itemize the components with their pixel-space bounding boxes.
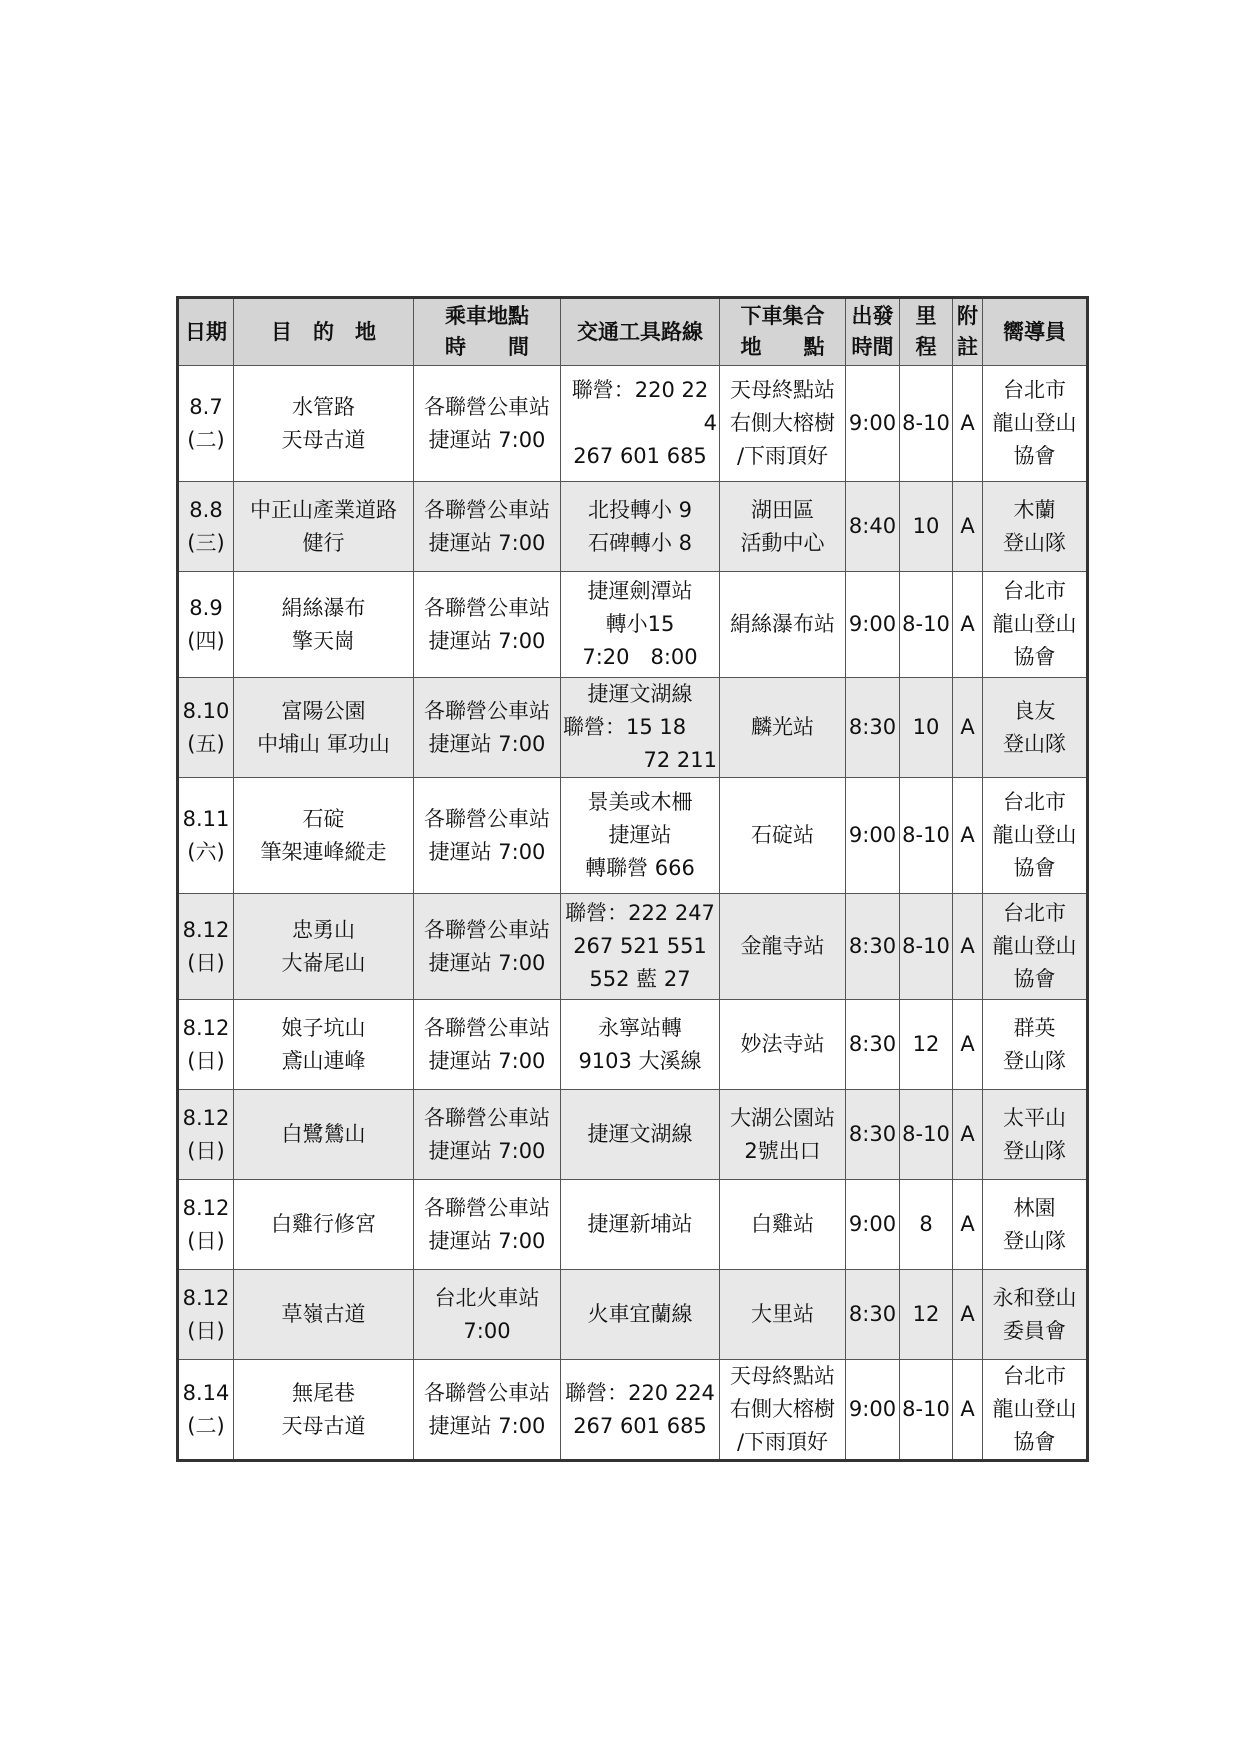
header-note: 附 註 bbox=[953, 298, 983, 366]
transport-cell bbox=[561, 366, 720, 482]
guide-cell bbox=[983, 572, 1088, 678]
boarding-cell-line: 捷運站 7:00 bbox=[428, 427, 546, 452]
guide-cell bbox=[983, 1000, 1088, 1090]
guide-cell-line: 協會 bbox=[1013, 645, 1056, 669]
boarding-cell bbox=[414, 482, 561, 572]
header-date: 日期 bbox=[178, 298, 234, 366]
distance-cell bbox=[900, 1180, 953, 1270]
note-cell-line: A bbox=[960, 612, 975, 636]
meet-place-cell-line: 絹絲瀑布站 bbox=[730, 612, 835, 636]
destination-cell-line: 筆架連峰縱走 bbox=[260, 839, 387, 864]
meet-place-cell-line: 天母終點站 bbox=[730, 378, 835, 402]
destination-cell bbox=[234, 482, 414, 572]
date-cell-line: (三) bbox=[187, 530, 225, 555]
boarding-cell-line: 捷運站 7:00 bbox=[428, 1138, 546, 1163]
destination-cell-line: 草嶺古道 bbox=[281, 1302, 366, 1326]
header-boarding: 乘車地點 時 間 bbox=[414, 298, 561, 366]
date-cell-line: 8.12 bbox=[182, 1195, 230, 1220]
date-cell-line: 8.10 bbox=[182, 698, 230, 723]
transport-cell-line: 4 bbox=[703, 411, 717, 435]
meet-place-cell-line: 金龍寺站 bbox=[740, 934, 825, 958]
date-cell-line: (日) bbox=[187, 1318, 225, 1343]
guide-cell-line: 登山隊 bbox=[1003, 1138, 1066, 1163]
meet-place-cell-line: 右側大榕樹 bbox=[730, 411, 835, 435]
note-cell bbox=[953, 894, 983, 1000]
depart-time-cell bbox=[846, 778, 900, 894]
meet-place-cell bbox=[720, 366, 846, 482]
schedule-row bbox=[178, 1090, 1088, 1180]
destination-cell bbox=[234, 572, 414, 678]
guide-cell bbox=[983, 1090, 1088, 1180]
meet-place-cell-line: 大里站 bbox=[751, 1302, 814, 1326]
transport-cell-line: 267 601 685 bbox=[573, 444, 707, 468]
boarding-cell-line: 各聯營公車站 bbox=[424, 917, 550, 942]
guide-cell-line: 木蘭 bbox=[1013, 497, 1056, 522]
note-cell-line: A bbox=[960, 1302, 975, 1326]
schedule-sheet bbox=[176, 296, 1086, 1462]
date-cell-line: (四) bbox=[187, 628, 225, 653]
transport-cell-line: 捷運文湖線 bbox=[587, 1122, 693, 1146]
destination-cell-line: 鳶山連峰 bbox=[281, 1048, 366, 1073]
guide-cell-line: 林園 bbox=[1013, 1195, 1056, 1220]
transport-cell-line: 捷運新埔站 bbox=[587, 1212, 693, 1236]
schedule-row bbox=[178, 1360, 1088, 1461]
destination-cell bbox=[234, 1000, 414, 1090]
boarding-cell-line: 各聯營公車站 bbox=[424, 1380, 550, 1405]
boarding-cell-line: 台北火車站 bbox=[434, 1285, 540, 1310]
distance-cell-line: 10 bbox=[912, 715, 940, 739]
depart-time-cell-line: 8:30 bbox=[848, 1302, 897, 1326]
meet-place-cell bbox=[720, 482, 846, 572]
depart-time-cell bbox=[846, 1000, 900, 1090]
date-cell-line: 8.12 bbox=[182, 1105, 230, 1130]
distance-cell-line: 8 bbox=[919, 1212, 933, 1236]
destination-cell-line: 絹絲瀑布 bbox=[281, 595, 366, 620]
boarding-cell-line: 捷運站 7:00 bbox=[428, 950, 546, 975]
boarding-cell-line: 捷運站 7:00 bbox=[428, 839, 546, 864]
guide-cell bbox=[983, 1270, 1088, 1360]
schedule-row bbox=[178, 572, 1088, 678]
transport-cell bbox=[561, 1000, 720, 1090]
meet-place-cell bbox=[720, 1000, 846, 1090]
boarding-cell-line: 捷運站 7:00 bbox=[428, 731, 546, 756]
transport-cell bbox=[561, 1270, 720, 1360]
meet-place-cell bbox=[720, 1180, 846, 1270]
depart-time-cell bbox=[846, 572, 900, 678]
hiking-schedule-table bbox=[176, 296, 1089, 1462]
depart-time-cell bbox=[846, 1270, 900, 1360]
distance-cell-line: 8-10 bbox=[902, 1122, 950, 1146]
distance-cell-line: 8-10 bbox=[902, 823, 950, 847]
depart-time-cell-line: 8:30 bbox=[848, 934, 897, 958]
transport-cell-line: 72 211 bbox=[643, 748, 717, 772]
depart-time-cell bbox=[846, 366, 900, 482]
guide-cell-line: 台北市 bbox=[1003, 1364, 1066, 1388]
boarding-cell-line: 捷運站 7:00 bbox=[428, 1228, 546, 1253]
distance-cell-line: 8-10 bbox=[902, 612, 950, 636]
guide-cell-line: 登山隊 bbox=[1003, 1048, 1066, 1073]
destination-cell-line: 白雞行修宮 bbox=[271, 1212, 376, 1236]
date-cell-line: 8.12 bbox=[182, 1015, 230, 1040]
destination-cell-line: 中埔山 軍功山 bbox=[257, 731, 390, 756]
boarding-cell-line: 捷運站 7:00 bbox=[428, 530, 546, 555]
header-guide: 嚮導員 bbox=[983, 298, 1088, 366]
guide-cell bbox=[983, 894, 1088, 1000]
transport-cell-line: 北投轉小 9 bbox=[587, 497, 693, 522]
transport-cell bbox=[561, 1360, 720, 1461]
boarding-cell-line: 各聯營公車站 bbox=[424, 1015, 550, 1040]
transport-cell bbox=[561, 678, 720, 778]
note-cell-line: A bbox=[960, 1122, 975, 1146]
date-cell-line: 8.11 bbox=[182, 806, 230, 831]
transport-cell-line: 聯營：220 224 bbox=[565, 1380, 715, 1405]
destination-cell bbox=[234, 366, 414, 482]
boarding-cell bbox=[414, 1360, 561, 1461]
guide-cell-line: 委員會 bbox=[1003, 1318, 1066, 1343]
depart-time-cell-line: 9:00 bbox=[848, 1212, 897, 1236]
depart-time-cell-line: 8:30 bbox=[848, 1122, 897, 1146]
depart-time-cell bbox=[846, 894, 900, 1000]
boarding-cell-line: 各聯營公車站 bbox=[424, 698, 550, 723]
note-cell-line: A bbox=[960, 823, 975, 847]
distance-cell bbox=[900, 366, 953, 482]
transport-cell bbox=[561, 894, 720, 1000]
guide-cell-line: 太平山 bbox=[1003, 1105, 1066, 1130]
distance-cell-line: 10 bbox=[912, 514, 940, 538]
transport-cell-line: 聯營：222 247 bbox=[565, 901, 715, 925]
date-cell bbox=[178, 482, 234, 572]
guide-cell-line: 龍山登山 bbox=[992, 934, 1077, 958]
meet-place-cell-line: 湖田區 bbox=[751, 497, 814, 522]
destination-cell-line: 中正山產業道路 bbox=[250, 497, 397, 522]
destination-cell bbox=[234, 778, 414, 894]
guide-cell-line: 永和登山 bbox=[992, 1285, 1077, 1310]
note-cell-line: A bbox=[960, 1212, 975, 1236]
date-cell-line: (日) bbox=[187, 1138, 225, 1163]
depart-time-cell-line: 9:00 bbox=[848, 612, 897, 636]
destination-cell-line: 富陽公園 bbox=[281, 698, 366, 723]
date-cell-line: 8.7 bbox=[189, 394, 223, 419]
date-cell bbox=[178, 678, 234, 778]
date-cell-line: (二) bbox=[187, 1413, 225, 1438]
guide-cell bbox=[983, 482, 1088, 572]
header-depart-time: 出發 時間 bbox=[846, 298, 900, 366]
note-cell bbox=[953, 1270, 983, 1360]
date-cell bbox=[178, 572, 234, 678]
destination-cell bbox=[234, 678, 414, 778]
date-cell-line: 8.12 bbox=[182, 1285, 230, 1310]
distance-cell-line: 12 bbox=[912, 1302, 940, 1326]
guide-cell-line: 台北市 bbox=[1003, 378, 1066, 402]
depart-time-cell-line: 9:00 bbox=[848, 1397, 897, 1421]
header-distance: 里 程 bbox=[900, 298, 953, 366]
distance-cell bbox=[900, 894, 953, 1000]
boarding-cell bbox=[414, 366, 561, 482]
meet-place-cell bbox=[720, 572, 846, 678]
destination-cell bbox=[234, 1180, 414, 1270]
guide-cell-line: 群英 bbox=[1013, 1015, 1056, 1040]
header-destination: 目 的 地 bbox=[234, 298, 414, 366]
transport-cell-line: 捷運站 bbox=[608, 823, 672, 847]
meet-place-cell bbox=[720, 1360, 846, 1461]
note-cell bbox=[953, 482, 983, 572]
meet-place-cell bbox=[720, 678, 846, 778]
guide-cell-line: 龍山登山 bbox=[992, 612, 1077, 636]
schedule-row bbox=[178, 1270, 1088, 1360]
depart-time-cell bbox=[846, 1360, 900, 1461]
distance-cell-line: 8-10 bbox=[902, 1397, 950, 1421]
meet-place-cell-line: 大湖公園站 bbox=[730, 1105, 835, 1130]
transport-cell-line: 轉聯營 666 bbox=[585, 856, 695, 880]
date-cell-line: (二) bbox=[187, 427, 225, 452]
destination-cell-line: 擎天崗 bbox=[292, 628, 355, 653]
meet-place-cell-line: 石碇站 bbox=[751, 823, 814, 847]
depart-time-cell-line: 8:40 bbox=[848, 514, 897, 538]
meet-place-cell bbox=[720, 778, 846, 894]
depart-time-cell-line: 9:00 bbox=[848, 823, 897, 847]
depart-time-cell bbox=[846, 1090, 900, 1180]
meet-place-cell-line: 活動中心 bbox=[740, 530, 825, 555]
guide-cell-line: 台北市 bbox=[1003, 579, 1066, 603]
boarding-cell-line: 捷運站 7:00 bbox=[428, 1048, 546, 1073]
boarding-cell-line: 各聯營公車站 bbox=[424, 806, 550, 831]
distance-cell-line: 12 bbox=[912, 1032, 940, 1056]
guide-cell bbox=[983, 778, 1088, 894]
meet-place-cell-line: 白雞站 bbox=[751, 1212, 814, 1236]
note-cell bbox=[953, 1360, 983, 1461]
note-cell bbox=[953, 572, 983, 678]
guide-cell-line: 協會 bbox=[1013, 856, 1056, 880]
destination-cell-line: 忠勇山 bbox=[292, 917, 355, 942]
boarding-cell bbox=[414, 894, 561, 1000]
guide-cell-line: 協會 bbox=[1013, 444, 1056, 468]
boarding-cell-line: 各聯營公車站 bbox=[424, 394, 550, 419]
guide-cell-line: 協會 bbox=[1013, 967, 1056, 991]
date-cell-line: (五) bbox=[187, 731, 225, 756]
transport-cell-line: 永寧站轉 bbox=[598, 1015, 682, 1040]
distance-cell bbox=[900, 572, 953, 678]
date-cell bbox=[178, 366, 234, 482]
destination-cell-line: 天母古道 bbox=[281, 1413, 366, 1438]
destination-cell-line: 白鷺鷥山 bbox=[281, 1122, 366, 1146]
boarding-cell bbox=[414, 678, 561, 778]
boarding-cell bbox=[414, 1090, 561, 1180]
transport-cell-line: 石碑轉小 8 bbox=[587, 530, 693, 555]
transport-cell-line: 景美或木柵 bbox=[587, 790, 693, 814]
boarding-cell-line: 各聯營公車站 bbox=[424, 1195, 550, 1220]
header-meet-place: 下車集合 地 點 bbox=[720, 298, 846, 366]
meet-place-cell-line: 右側大榕樹 bbox=[730, 1397, 835, 1421]
boarding-cell-line: 捷運站 7:00 bbox=[428, 1413, 546, 1438]
transport-cell-line: 9103 大溪線 bbox=[578, 1048, 702, 1073]
guide-cell-line: 登山隊 bbox=[1003, 731, 1066, 756]
note-cell-line: A bbox=[960, 1032, 975, 1056]
meet-place-cell-line: 天母終點站 bbox=[730, 1364, 835, 1388]
guide-cell bbox=[983, 1360, 1088, 1461]
boarding-cell bbox=[414, 1180, 561, 1270]
boarding-cell bbox=[414, 778, 561, 894]
distance-cell-line: 8-10 bbox=[902, 411, 950, 435]
guide-cell-line: 登山隊 bbox=[1003, 530, 1066, 555]
destination-cell-line: 娘子坑山 bbox=[281, 1015, 366, 1040]
guide-cell-line: 台北市 bbox=[1003, 790, 1066, 814]
distance-cell bbox=[900, 678, 953, 778]
meet-place-cell-line: 麟光站 bbox=[751, 715, 814, 739]
schedule-row bbox=[178, 1000, 1088, 1090]
boarding-cell bbox=[414, 1270, 561, 1360]
destination-cell-line: 水管路 bbox=[292, 394, 355, 419]
destination-cell bbox=[234, 1090, 414, 1180]
guide-cell-line: 登山隊 bbox=[1003, 1228, 1066, 1253]
guide-cell bbox=[983, 366, 1088, 482]
note-cell bbox=[953, 1180, 983, 1270]
date-cell bbox=[178, 778, 234, 894]
boarding-cell-line: 各聯營公車站 bbox=[424, 1105, 550, 1130]
transport-cell-line: 聯營：220 22 bbox=[571, 378, 709, 402]
depart-time-cell-line: 8:30 bbox=[848, 1032, 897, 1056]
note-cell bbox=[953, 1090, 983, 1180]
distance-cell bbox=[900, 1090, 953, 1180]
transport-cell-line: 聯營：15 18 bbox=[563, 715, 687, 739]
note-cell-line: A bbox=[960, 411, 975, 435]
transport-cell-line: 552 藍 27 bbox=[589, 967, 691, 991]
meet-place-cell bbox=[720, 1090, 846, 1180]
boarding-cell bbox=[414, 572, 561, 678]
date-cell bbox=[178, 1270, 234, 1360]
meet-place-cell-line: /下雨頂好 bbox=[736, 1430, 829, 1454]
date-cell-line: (日) bbox=[187, 950, 225, 975]
distance-cell bbox=[900, 482, 953, 572]
guide-cell bbox=[983, 678, 1088, 778]
guide-cell-line: 良友 bbox=[1013, 698, 1056, 723]
guide-cell-line: 台北市 bbox=[1003, 901, 1066, 925]
schedule-row bbox=[178, 366, 1088, 482]
transport-cell bbox=[561, 1090, 720, 1180]
note-cell bbox=[953, 366, 983, 482]
meet-place-cell bbox=[720, 1270, 846, 1360]
date-cell-line: (六) bbox=[187, 839, 225, 864]
schedule-row bbox=[178, 482, 1088, 572]
meet-place-cell-line: /下雨頂好 bbox=[736, 444, 829, 468]
destination-cell-line: 大崙尾山 bbox=[281, 950, 366, 975]
meet-place-cell bbox=[720, 894, 846, 1000]
distance-cell bbox=[900, 1360, 953, 1461]
transport-cell-line: 267 521 551 bbox=[573, 934, 707, 958]
depart-time-cell-line: 8:30 bbox=[848, 715, 897, 739]
note-cell bbox=[953, 778, 983, 894]
guide-cell bbox=[983, 1180, 1088, 1270]
transport-cell-line: 捷運文湖線 bbox=[587, 682, 693, 706]
guide-cell-line: 龍山登山 bbox=[992, 823, 1077, 847]
date-cell bbox=[178, 1090, 234, 1180]
boarding-cell-line: 各聯營公車站 bbox=[424, 497, 550, 522]
distance-cell bbox=[900, 1000, 953, 1090]
boarding-cell-line: 各聯營公車站 bbox=[424, 595, 550, 620]
meet-place-cell-line: 妙法寺站 bbox=[740, 1032, 825, 1056]
schedule-body bbox=[178, 366, 1088, 1461]
destination-cell-line: 石碇 bbox=[302, 806, 345, 831]
schedule-row bbox=[178, 894, 1088, 1000]
note-cell bbox=[953, 1000, 983, 1090]
destination-cell bbox=[234, 894, 414, 1000]
transport-cell-line: 267 601 685 bbox=[573, 1413, 707, 1438]
depart-time-cell bbox=[846, 678, 900, 778]
boarding-cell-line: 7:00 bbox=[463, 1318, 511, 1343]
date-cell bbox=[178, 1000, 234, 1090]
distance-cell bbox=[900, 778, 953, 894]
schedule-row bbox=[178, 1180, 1088, 1270]
note-cell-line: A bbox=[960, 1397, 975, 1421]
note-cell-line: A bbox=[960, 514, 975, 538]
guide-cell-line: 龍山登山 bbox=[992, 1397, 1077, 1421]
destination-cell bbox=[234, 1270, 414, 1360]
date-cell-line: 8.8 bbox=[189, 497, 223, 522]
guide-cell-line: 龍山登山 bbox=[992, 411, 1077, 435]
note-cell-line: A bbox=[960, 715, 975, 739]
depart-time-cell bbox=[846, 482, 900, 572]
destination-cell-line: 無尾巷 bbox=[292, 1380, 355, 1405]
transport-cell bbox=[561, 482, 720, 572]
header-transport: 交通工具路線 bbox=[561, 298, 720, 366]
destination-cell-line: 健行 bbox=[302, 530, 345, 555]
destination-cell-line: 天母古道 bbox=[281, 427, 366, 452]
transport-cell-line: 火車宜蘭線 bbox=[587, 1302, 693, 1326]
guide-cell-line: 協會 bbox=[1013, 1430, 1056, 1454]
distance-cell bbox=[900, 1270, 953, 1360]
date-cell bbox=[178, 1180, 234, 1270]
schedule-row bbox=[178, 778, 1088, 894]
date-cell-line: 8.12 bbox=[182, 917, 230, 942]
date-cell-line: (日) bbox=[187, 1048, 225, 1073]
boarding-cell-line: 捷運站 7:00 bbox=[428, 628, 546, 653]
distance-cell-line: 8-10 bbox=[902, 934, 950, 958]
note-cell-line: A bbox=[960, 934, 975, 958]
date-cell bbox=[178, 894, 234, 1000]
transport-cell bbox=[561, 1180, 720, 1270]
transport-cell-line: 7:20 8:00 bbox=[582, 645, 698, 669]
depart-time-cell bbox=[846, 1180, 900, 1270]
date-cell bbox=[178, 1360, 234, 1461]
transport-cell bbox=[561, 778, 720, 894]
schedule-row bbox=[178, 678, 1088, 778]
date-cell-line: (日) bbox=[187, 1228, 225, 1253]
destination-cell bbox=[234, 1360, 414, 1461]
note-cell bbox=[953, 678, 983, 778]
boarding-cell bbox=[414, 1000, 561, 1090]
transport-cell bbox=[561, 572, 720, 678]
header-row bbox=[178, 298, 1088, 366]
transport-cell-line: 轉小15 bbox=[605, 612, 675, 636]
transport-cell-line: 捷運劍潭站 bbox=[587, 579, 693, 603]
meet-place-cell-line: 2號出口 bbox=[744, 1138, 821, 1163]
depart-time-cell-line: 9:00 bbox=[848, 411, 897, 435]
date-cell-line: 8.14 bbox=[182, 1380, 230, 1405]
date-cell-line: 8.9 bbox=[189, 595, 223, 620]
